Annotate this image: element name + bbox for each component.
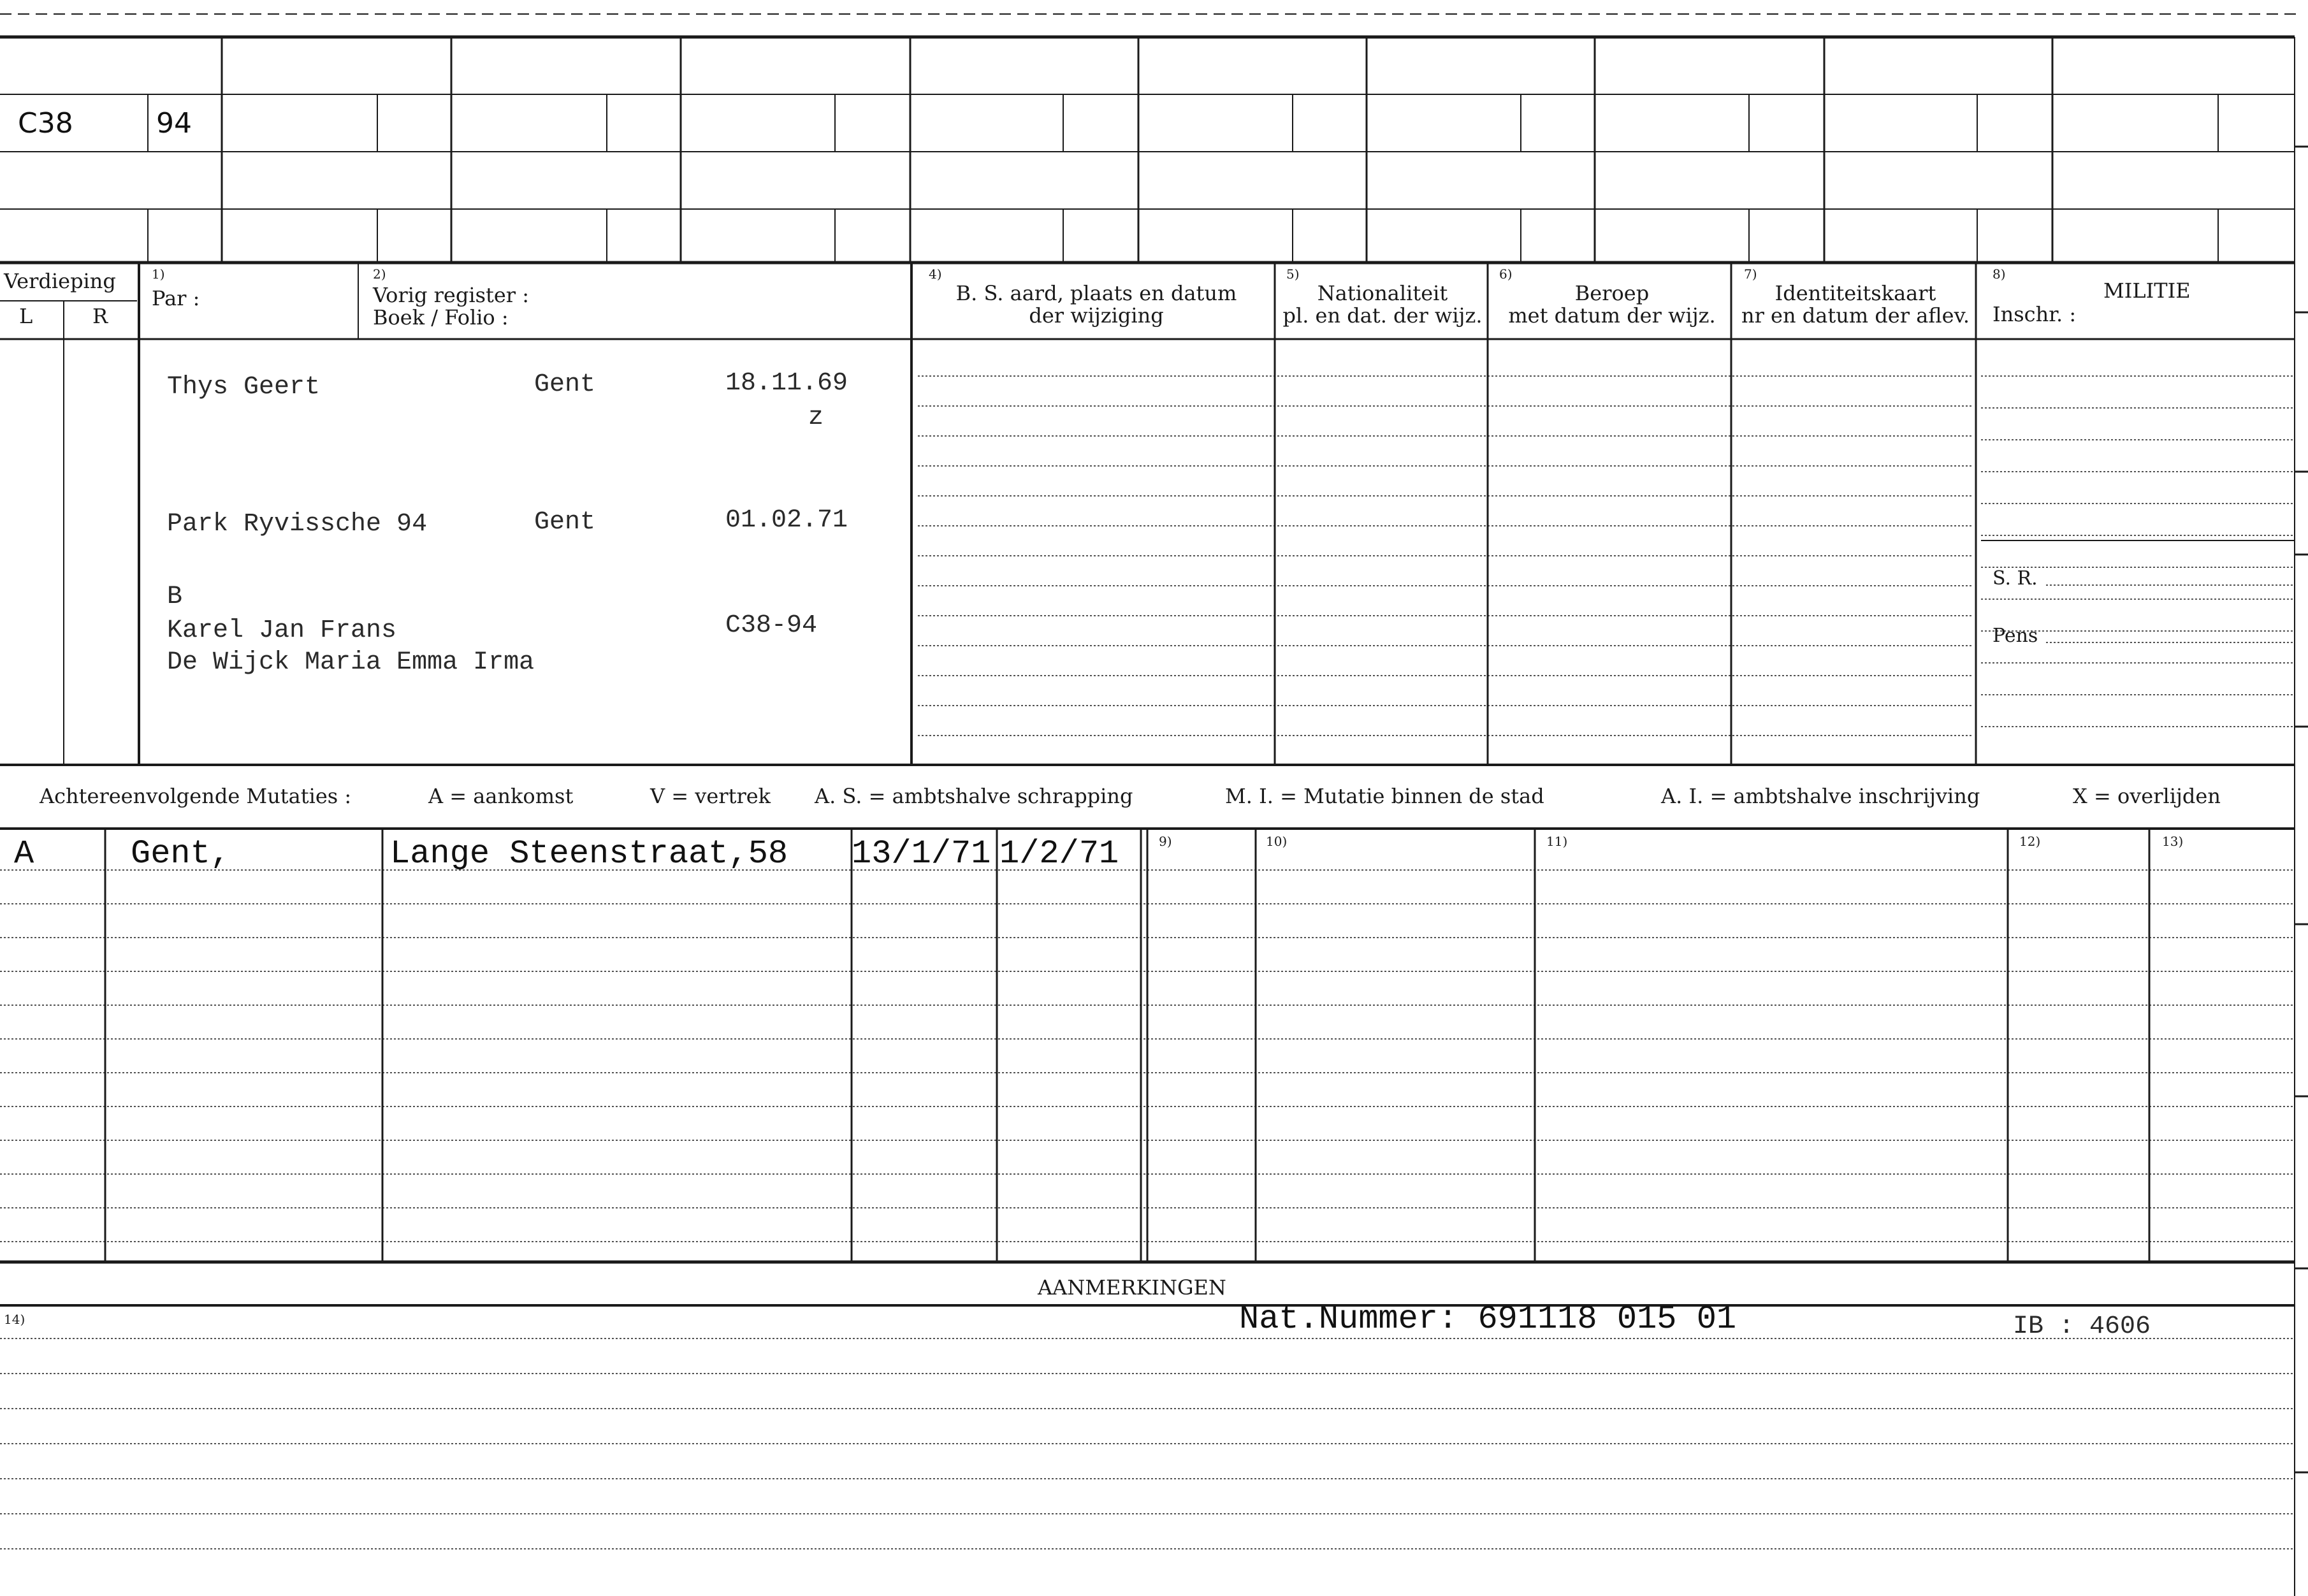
legend-mutatie-binnen-stad: M. I. = Mutatie binnen de stad [1225,784,1544,808]
mutation-col-12: 12) [2019,834,2041,849]
partner-name: Thys Geert [167,373,321,402]
house-number: 94 [156,107,192,140]
bs-header-line1: B. S. aard, plaats en datum [955,281,1237,305]
mutation-col-13: 13) [2162,834,2184,849]
militie-number: 8) [1992,266,2006,282]
register-reference: C38-94 [725,611,818,640]
legend-ambtshalve-schrapping: A. S. = ambtshalve schrapping [815,784,1133,808]
inschr-label: Inschr. : [1992,302,2077,326]
id-header-line2: nr en datum der aflev. [1741,303,1970,328]
section-code: C38 [18,107,73,140]
verdieping-label: Verdieping [4,269,116,293]
mutation-street: Lange Steenstraat,58 [390,835,788,873]
remarks-col-14: 14) [4,1312,25,1327]
legend-aankomst: A = aankomst [428,784,574,808]
mutation-col-10: 10) [1266,834,1288,849]
nat-header-line2: pl. en dat. der wijz. [1282,303,1483,328]
address-date: 01.02.71 [725,506,848,535]
nat-header-line1: Nationaliteit [1317,281,1448,305]
sr-label: S. R. [1992,567,2038,590]
mutation-date-arrival: 13/1/71 [852,835,991,873]
ib-number: IB : 4606 [2013,1312,2151,1341]
legend-overlijden: X = overlijden [2073,784,2221,808]
mother-name: De Wijck Maria Emma Irma [167,648,535,677]
address: Park Ryvissche 94 [167,510,428,539]
partner-date: 18.11.69 [725,369,848,398]
par-label: Par : [152,286,200,310]
pens-label: Pens [1992,625,2038,647]
national-number: Nat.Nummer: 691118 015 01 [1239,1300,1737,1338]
beroep-header-line2: met datum der wijz. [1508,303,1716,328]
vorig-register-label: Vorig register : [373,283,530,307]
boek-folio-label: Boek / Folio : [373,305,509,330]
mutation-type: A [14,835,34,873]
aanmerkingen-title: AANMERKINGEN [1038,1275,1226,1300]
right-label: R [92,304,108,328]
id-header-line1: Identiteitskaart [1775,281,1936,305]
militie-header: MILITIE [2103,279,2191,303]
legend-ambtshalve-inschrijving: A. I. = ambtshalve inschrijving [1661,784,1980,808]
bs-number: 4) [929,266,942,282]
beroep-header-line1: Beroep [1574,281,1650,305]
mutation-col-11: 11) [1546,834,1568,849]
par-number: 1) [152,266,165,282]
mutation-date-registration: 1/2/71 [999,835,1119,873]
vorig-number: 2) [373,266,386,282]
person-letter: B [167,583,183,611]
nat-number: 5) [1286,266,1300,282]
address-place: Gent [534,508,596,537]
mutation-col-9: 9) [1159,834,1172,849]
bs-header-line2: der wijziging [1029,303,1164,328]
id-number: 7) [1744,266,1757,282]
beroep-number: 6) [1499,266,1513,282]
mutations-legend-title: Achtereenvolgende Mutaties : [40,784,352,808]
partner-mark: z [808,403,824,432]
legend-vertrek: V = vertrek [650,784,771,808]
given-names: Karel Jan Frans [167,616,397,645]
partner-place: Gent [534,370,596,399]
mutation-city: Gent, [131,835,231,873]
left-label: L [19,304,33,328]
